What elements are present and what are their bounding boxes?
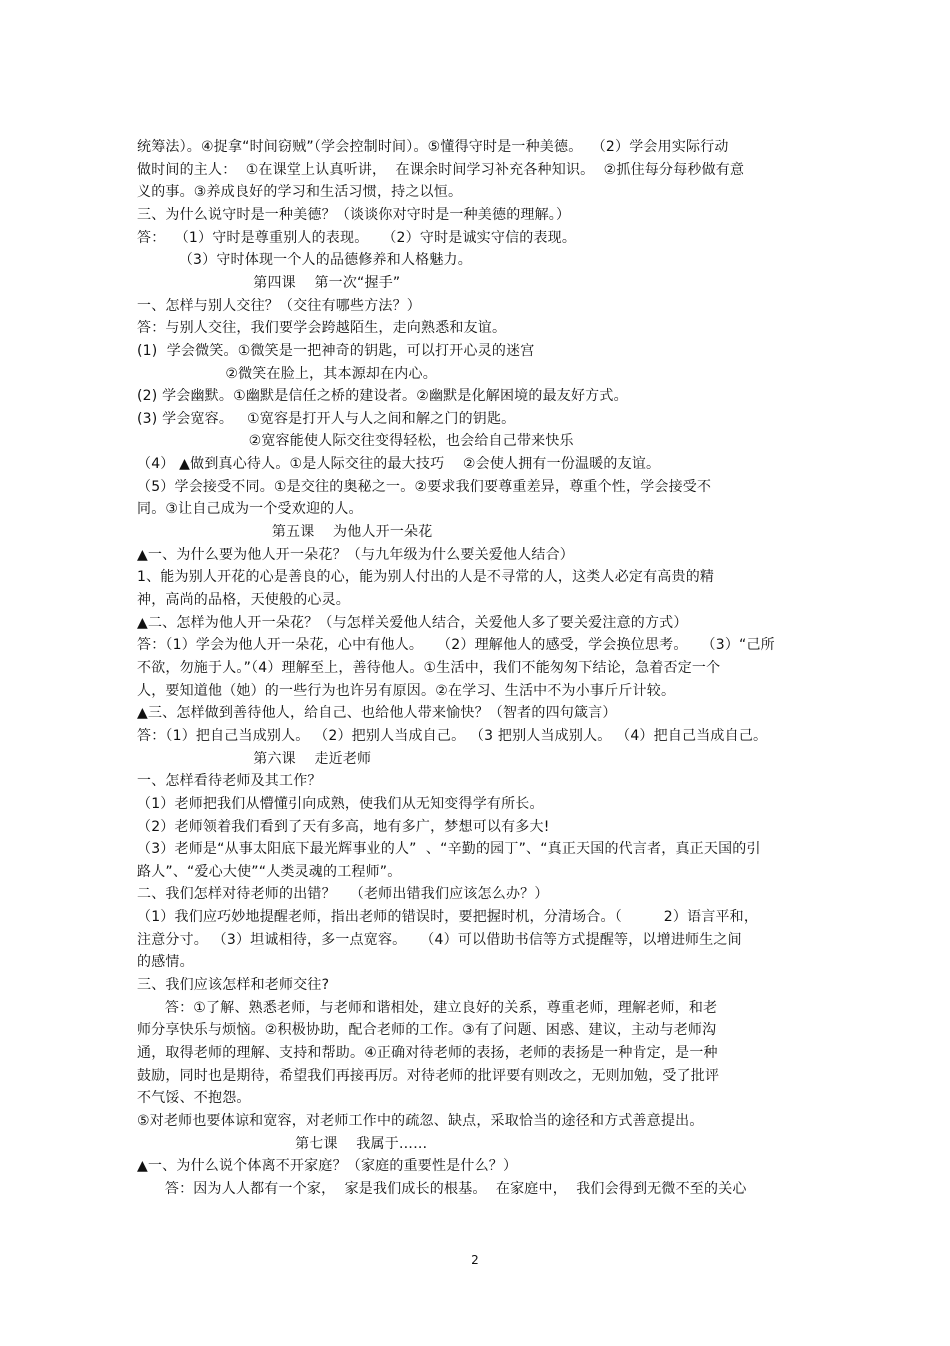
text-line: 答：与别人交往，我们要学会跨越陌生，走向熟悉和友谊。	[137, 320, 507, 337]
text-line: 通，取得老师的理解、支持和帮助。④正确对待老师的表扬，老师的表扬是一种肯定，是一种	[137, 1045, 718, 1061]
text-line: 统筹法）。④捉拿“时间窃贼”（学会控制时间）。⑤懂得守时是一种美德。 （2）学会用实际行动	[137, 139, 729, 155]
text-line: ▲二、怎样为他人开一朵花？（与怎样关爱他人结合，关爱他人多了要关爱注意的方式）	[137, 614, 688, 631]
text-line: ▲一、为什么要为他人开一朵花？（与九年级为什么要关爱他人结合）	[137, 546, 574, 563]
text-line: 一、怎样与别人交往？（交往有哪些方法？）	[137, 297, 421, 314]
text-line: （2）老师领着我们看到了天有多高，地有多广，梦想可以有多大!	[137, 818, 550, 835]
text-line: 人，要知道他（她）的一些行为也许另有原因。②在学习、生活中不为小事斤斤计较。	[137, 682, 676, 699]
text-line: 三、我们应该怎样和老师交往?	[137, 977, 330, 993]
text-line: （1）我们应巧妙地提醒老师，指出老师的错误时，要把握时机，分清场合。（ 2）语言平和，	[137, 909, 759, 926]
text-line: 做时间的主人： ①在课堂上认真听讲， 在课余时间学习补充各种知识。 ②抓住每分每秒做有意	[137, 161, 745, 178]
text-line: ▲一、为什么说个体离不开家庭？（家庭的重要性是什么？）	[137, 1158, 518, 1175]
text-line: 第七课 我属于……	[137, 1135, 428, 1152]
text-line: 的感情。	[137, 954, 194, 971]
text-line: (3) 学会宽容。 ①宽容是打开人与人之间和解之门的钥匙。	[137, 410, 516, 427]
page-number: 2	[471, 1253, 479, 1267]
text-line: 答：因为人人都有一个家， 家是我们成长的根基。 在家庭中， 我们会得到无微不至的关心	[137, 1180, 747, 1197]
text-line: 答：（1）把自己当成别人。 （2）把别人当成自己。 （3 把别人当成别人。 （4）把自己当成自己。	[137, 727, 768, 744]
text-line: （5）学会接受不同。①是交往的奥秘之一。②要求我们要尊重差异，尊重个性，学会接受不	[137, 478, 712, 495]
text-line: 同。③让自己成为一个受欢迎的人。	[137, 501, 363, 518]
text-line: ▲三、怎样做到善待他人，给自己、也给他人带来愉快？（智者的四句箴言）	[137, 705, 617, 722]
text-line: ②微笑在脸上，其本源却在内心。	[137, 365, 437, 382]
text-line: 1、能为别人开花的心是善良的心，能为别人付出的人是不寻常的人，这类人必定有高贵的精	[137, 569, 715, 586]
text-line: 答： （1）守时是尊重别人的表现。 （2）守时是诚实守信的表现。	[137, 229, 577, 246]
text-line: 答：①了解、熟悉老师，与老师和谐相处，建立良好的关系，尊重老师，理解老师，和老	[137, 999, 718, 1016]
text-line: 不气馁、不抱怨。	[137, 1090, 251, 1107]
text-line: 三、为什么说守时是一种美德？（谈谈你对守时是一种美德的理解。）	[137, 206, 571, 223]
text-line: （1）老师把我们从懵懂引向成熟，使我们从无知变得学有所长。	[137, 795, 544, 812]
text-line: (1) 学会微笑。①微笑是一把神奇的钥匙，可以打开心灵的迷宫	[137, 342, 535, 359]
text-line: 答：（1）学会为他人开一朵花，心中有他人。 （2）理解他人的感受，学会换位思考。 （3）“己所	[137, 637, 775, 654]
text-line: 一、怎样看待老师及其工作？	[137, 773, 322, 790]
text-line: 注意分寸。 （3）坦诚相待，多一点宽容。 （4）可以借助书信等方式提醒等，以增进师生之间	[137, 931, 742, 948]
text-line: ②宽容能使人际交往变得轻松，也会给自己带来快乐	[137, 433, 574, 450]
text-line: 路人”、“爱心大使”“人类灵魂的工程师”。	[137, 863, 402, 880]
text-line: 第五课 为他人开一朵花	[137, 524, 433, 540]
text-line: (2) 学会幽默。①幽默是信任之桥的建设者。②幽默是化解困境的最友好方式。	[137, 388, 628, 405]
text-line: 第六课 走近老师	[137, 750, 372, 767]
text-line: 师分享快乐与烦恼。②积极协助，配合老师的工作。③有了问题、困惑、建议，主动与老师沟	[137, 1022, 717, 1039]
text-line: 神，高尚的品格，天使般的心灵。	[137, 592, 350, 608]
text-line: （4） ▲做到真心待人。①是人际交往的最大技巧 ②会使人拥有一份温暖的友谊。	[137, 456, 661, 473]
text-line: 第四课 第一次“握手”	[137, 274, 401, 291]
text-line: 鼓励，同时也是期待，希望我们再接再厉。对待老师的批评要有则改之，无则加勉，受了批评	[137, 1067, 720, 1084]
text-line: 不欲，勿施于人。”（4）理解至上，善待他人。①生活中，我们不能匆匆下结论，急着否定一个	[137, 659, 721, 676]
text-line: 二、我们怎样对待老师的出错？ （老师出错我们应该怎么办？）	[137, 886, 549, 903]
text-line: ⑤对老师也要体谅和宽容，对老师工作中的疏忽、缺点，采取恰当的途径和方式善意提出。	[137, 1112, 704, 1129]
text-line: 义的事。③养成良好的学习和生活习惯，持之以恒。	[137, 184, 463, 201]
text-line: （3）老师是“从事太阳底下最光辉事业的人” 、“辛勤的园丁”、“真正天国的代言者，真正天国的引	[137, 841, 761, 858]
text-line: （3）守时体现一个人的品德修养和人格魅力。	[137, 252, 472, 269]
